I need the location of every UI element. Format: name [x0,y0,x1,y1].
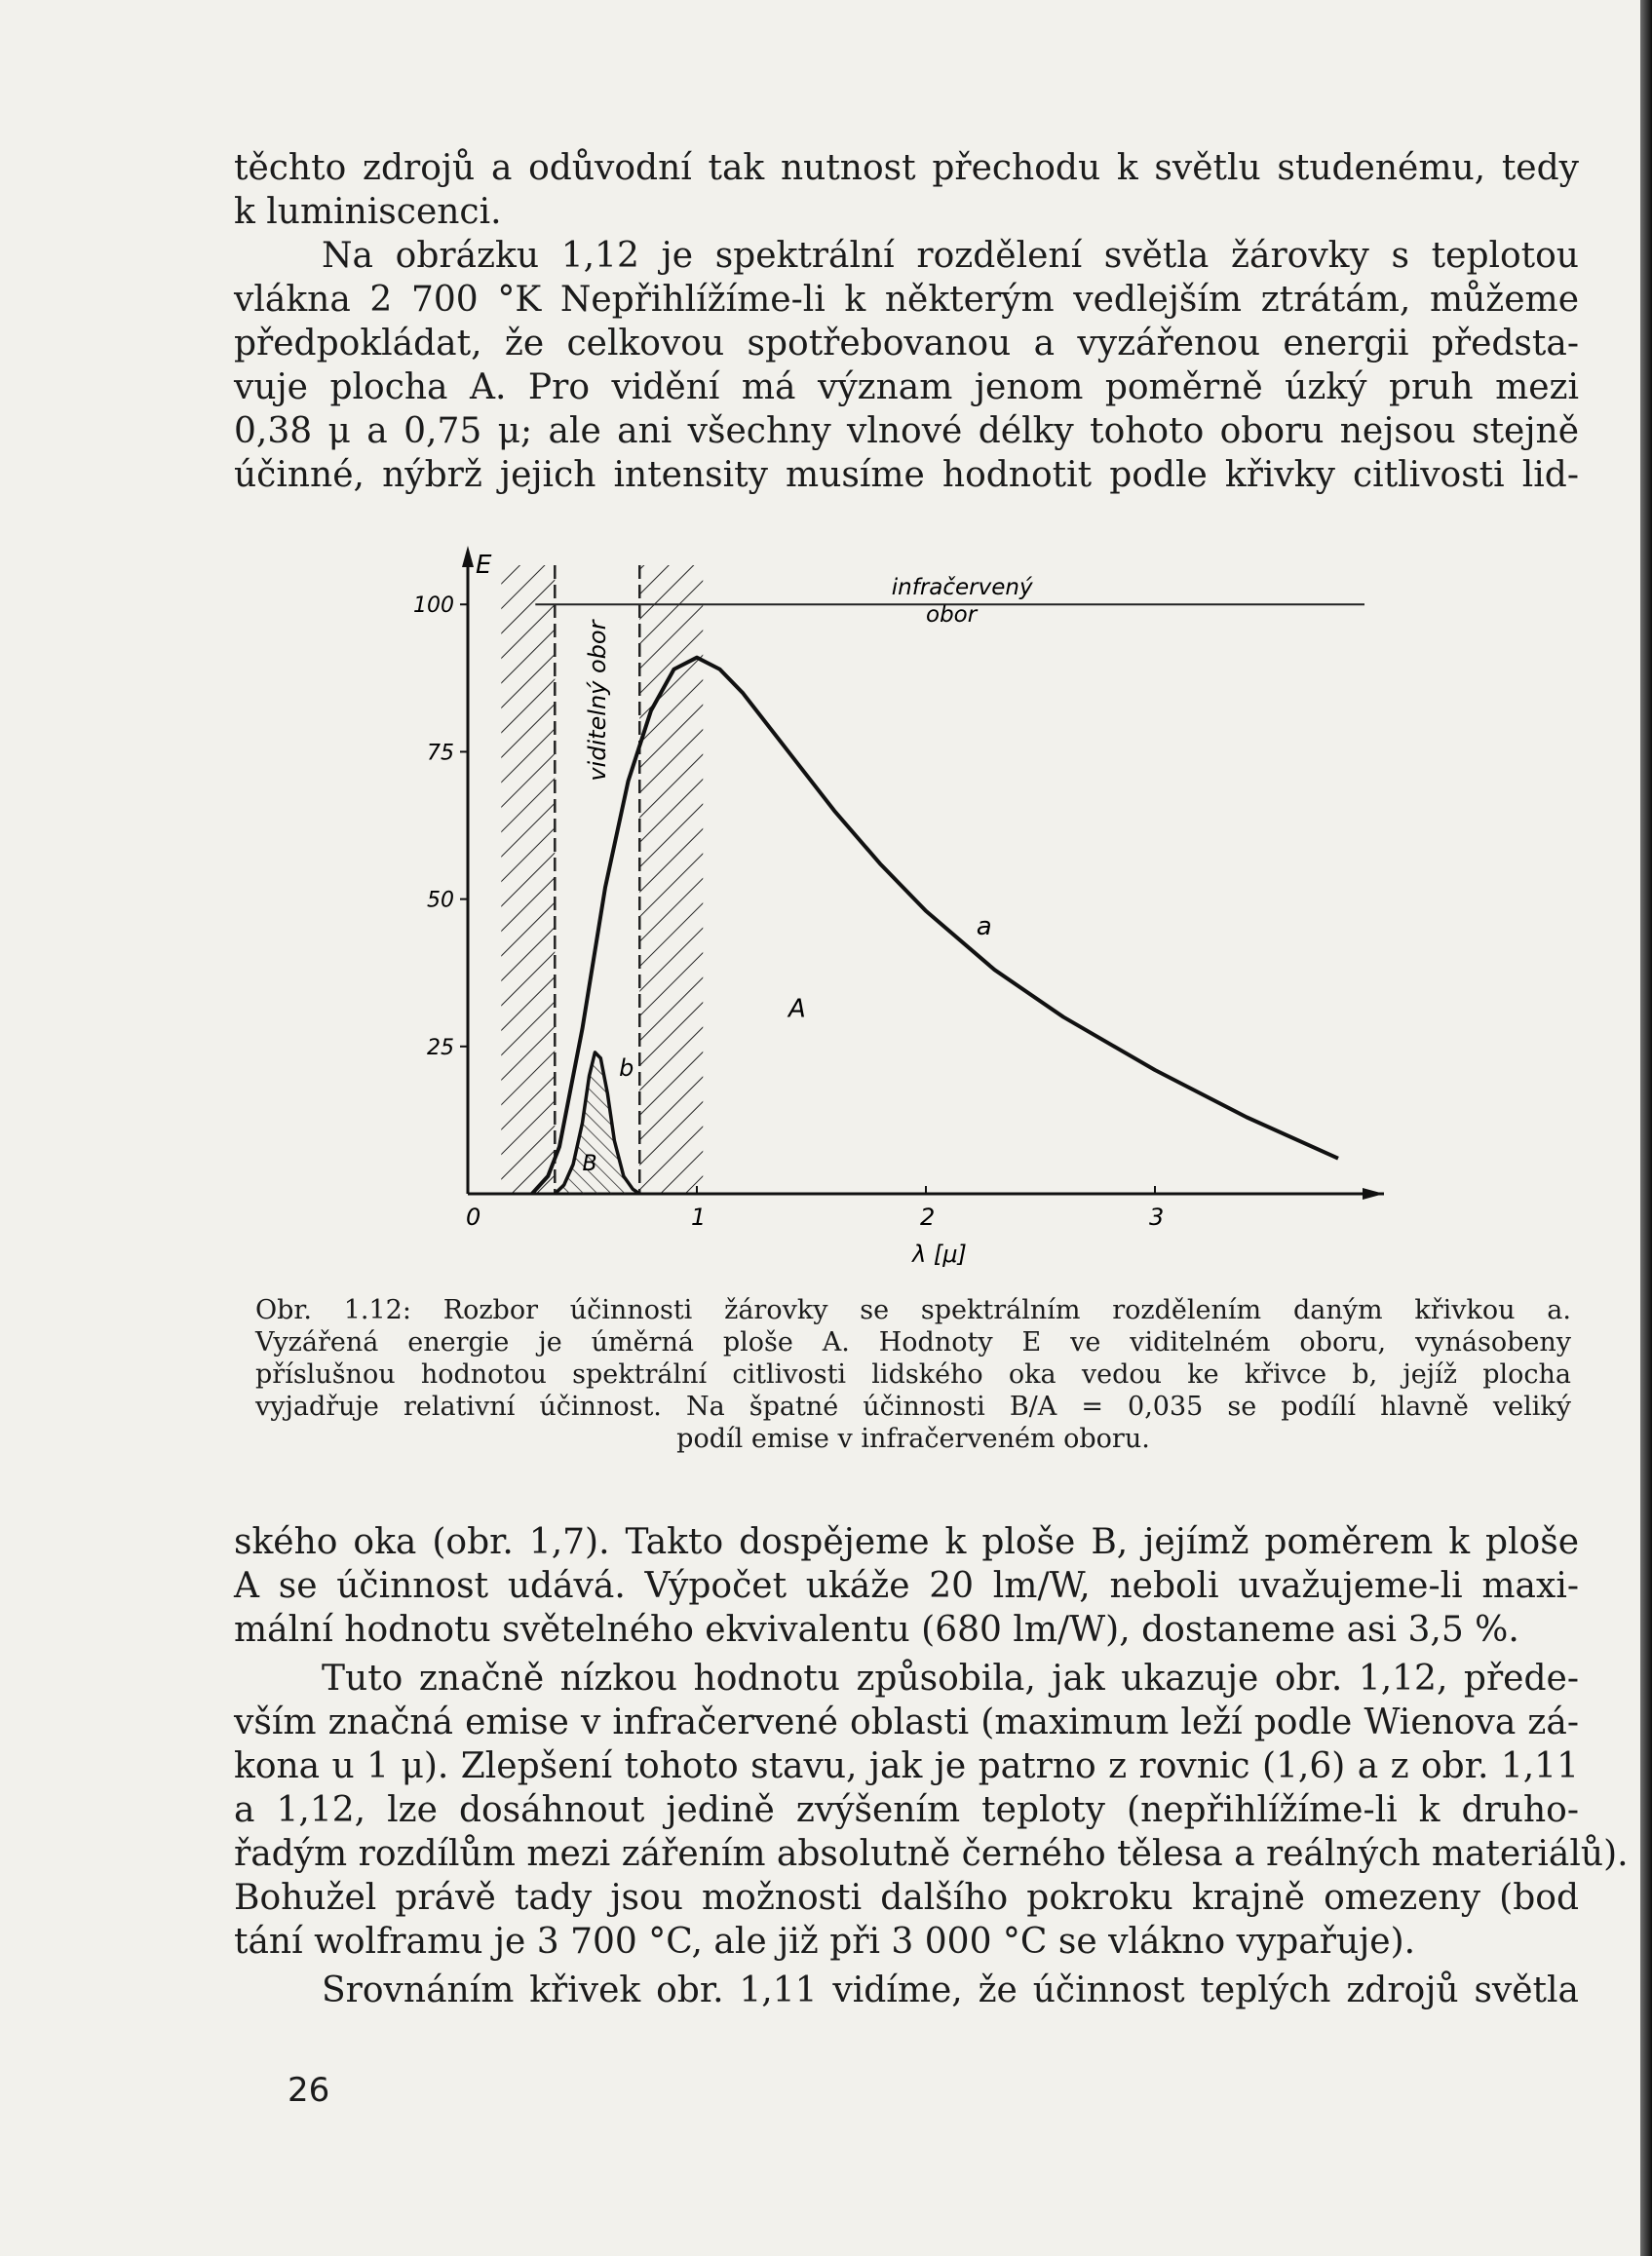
text-line: vším značná emise v infračervené oblasti (maximum leží podle Wienova zá- [234,1702,1579,1742]
figure-caption [255,1294,1571,1455]
text-line: předpokládat, že celkovou spotřebovanou a vyzářenou energii předsta- [234,324,1579,363]
page-edge-shadow [1640,0,1652,2256]
infrared-region-label-2: obor [926,602,978,629]
text-line: Bohužel právě tady jsou možnosti dalšího pokroku krajně omezeny (bod [234,1878,1579,1918]
text-line: Na obrázku 1,12 je spektrální rozdělení světla žárovky s teplotou [322,236,1579,276]
text-line: Tuto značně nízkou hodnotu způsobila, jak ukazuje obr. 1,12, přede- [322,1659,1579,1699]
caption-line: příslušnou hodnotou spektrální citlivosti lidského oka vedou ke křivce b, jejíž plocha [255,1359,1571,1390]
x-axis-arrow [1363,1188,1384,1200]
x-axis-label: λ [μ] [912,1241,967,1267]
caption-line: Obr. 1.12: Rozbor účinnosti žárovky se spektrálním rozdělením daným křivkou a. [255,1295,1571,1325]
paragraph-top [234,146,1579,234]
caption-line: vyjadřuje relativní účinnost. Na špatné účinnosti B/A = 0,035 se podílí hlavně veliký [255,1392,1571,1422]
y-tick-label: 75 [427,741,454,766]
paragraph-4 [234,1969,1579,2012]
text-line: A se účinnost udává. Výpočet ukáže 20 lm/W, neboli uvažujeme-li maxi- [234,1566,1579,1606]
caption-line: Vyzářená energie je úměrná ploše A. Hodnoty E ve viditelném oboru, vynásobeny [255,1327,1571,1357]
series-label-b: b [619,1054,634,1083]
text-line: vuje plocha A. Pro vidění má význam jenom poměrně úzký pruh mezi [234,367,1579,407]
text-line: kona u 1 μ). Zlepšení tohoto stavu, jak je patrno z rovnic (1,6) a z obr. 1,11 [234,1746,1579,1786]
paragraph-3 [234,1657,1629,1964]
x-tick-label: 0 [466,1204,481,1231]
y-tick-label: 100 [413,593,454,619]
y-tick-label: 25 [427,1035,454,1060]
figure-spectral-distribution [390,546,1403,1267]
text-line: a 1,12, lze dosáhnout jedině zvýšením teploty (nepřihlížíme-li k druho- [234,1790,1579,1830]
x-tick-label: 1 [691,1204,707,1231]
x-tick-label: 3 [1149,1204,1165,1231]
y-tick-label: 50 [427,888,454,913]
area-label-a: A [788,994,806,1024]
text-line: ského oka (obr. 1,7). Takto dospějeme k ploše B, jejímž poměrem k ploše [234,1522,1579,1562]
text-line: řadým rozdílům mezi zářením absolutně černého tělesa a reálných materiálů). [234,1834,1629,1874]
text-line: účinné, nýbrž jejich intensity musíme hodnotit podle křivky citlivosti lid- [234,455,1579,495]
text-line: Srovnáním křivek obr. 1,11 vidíme, že účinnost teplých zdrojů světla [322,1970,1579,2010]
text-line: 0,38 μ a 0,75 μ; ale ani všechny vlnové délky tohoto oboru nejsou stejně [234,411,1579,451]
page-number: 26 [288,2071,330,2110]
caption-line: podíl emise v infračerveném oboru. [676,1424,1150,1454]
series-label-a: a [976,911,992,941]
paragraph-1 [234,234,1579,497]
paragraph-2 [234,1520,1579,1652]
text-line: vlákna 2 700 °K Nepřihlížíme-li k některým vedlejším ztrátám, můžeme [234,280,1579,320]
x-tick-label: 2 [920,1204,936,1231]
text-line: tání wolframu je 3 700 °C, ale již při 3 000 °C se vlákno vypařuje). [234,1922,1416,1962]
text-line: k luminiscenci. [234,192,502,232]
y-axis-arrow [462,546,474,567]
visible-region-label: viditelný obor [583,620,611,782]
hatch-band-left [501,565,555,1194]
area-label-b: B [582,1151,597,1176]
y-axis-label: E [476,551,492,580]
text-line: těchto zdrojů a odůvodní tak nutnost přechodu k světlu studenému, tedy [234,148,1579,188]
infrared-region-label: infračervený [891,575,1033,601]
text-line: mální hodnotu světelného ekvivalentu (680 lm/W), dostaneme asi 3,5 %. [234,1610,1519,1650]
